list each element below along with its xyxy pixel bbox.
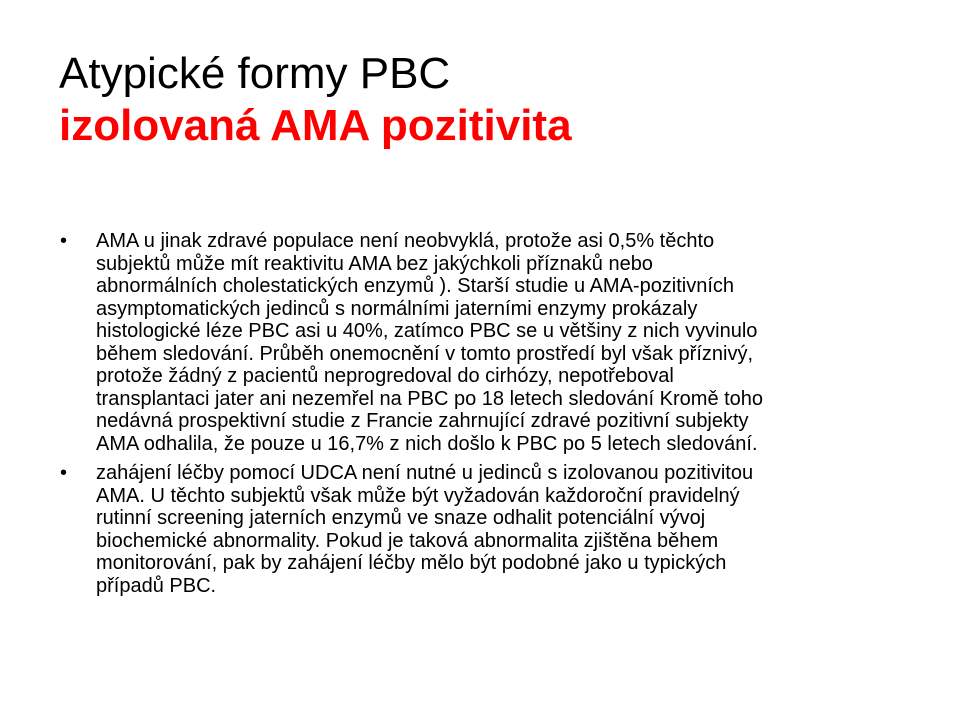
title-subtitle-highlight: izolovaná AMA pozitivita: [59, 101, 572, 150]
text-line: AMA u jinak zdravé populace není neobvyklá, protože asi 0,5% těchto: [96, 230, 715, 252]
bullet-marker: •: [60, 230, 68, 252]
bullet-marker: •: [60, 462, 68, 484]
bullet-item-1: [60, 230, 910, 455]
text-line: abnormálních cholestatických enzymů ). Starší studie u AMA-pozitivních: [96, 275, 735, 297]
text-line: nedávná prospektivní studie z Francie zahrnující zdravé pozitivní subjekty: [96, 410, 749, 432]
text-line: transplantaci jater ani nezemřel na PBC po 18 letech sledování Kromě toho: [96, 387, 764, 410]
title-main: Atypické formy PBC: [59, 49, 451, 98]
text-line: protože žádný z pacientů neprogredoval do cirhózy, nepotřeboval: [96, 365, 674, 387]
text-line: zahájení léčby pomocí UDCA není nutné u jedinců s izolovanou pozitivitou: [96, 462, 754, 484]
slide-title: [59, 48, 919, 152]
text-line: monitorování, pak by zahájení léčby mělo být podobné jako u typických: [96, 552, 727, 574]
bullet-text: [96, 462, 910, 597]
bullet-item-2: [60, 462, 910, 597]
bullet-list: [60, 230, 910, 604]
text-line: AMA odhalila, že pouze u 16,7% z nich došlo k PBC po 5 letech sledování.: [96, 432, 758, 455]
bullet-text: [96, 230, 910, 455]
text-line: během sledování. Průběh onemocnění v tomto prostředí byl však příznivý,: [96, 342, 754, 365]
text-line: asymptomatických jedinců s normálními jaterními enzymy prokázaly: [96, 297, 698, 320]
text-line: případů PBC.: [96, 574, 217, 597]
text-line: AMA. U těchto subjektů však může být vyžadován každoroční pravidelný: [96, 484, 740, 507]
text-line: biochemické abnormality. Pokud je taková abnormalita zjištěna během: [96, 529, 719, 552]
text-line: subjektů může mít reaktivitu AMA bez jakýchkoli příznaků nebo: [96, 252, 653, 275]
text-line: histologické léze PBC asi u 40%, zatímco PBC se u většiny z nich vyvinulo: [96, 320, 758, 342]
text-line: rutinní screening jaterních enzymů ve snaze odhalit potenciální vývoj: [96, 507, 706, 529]
